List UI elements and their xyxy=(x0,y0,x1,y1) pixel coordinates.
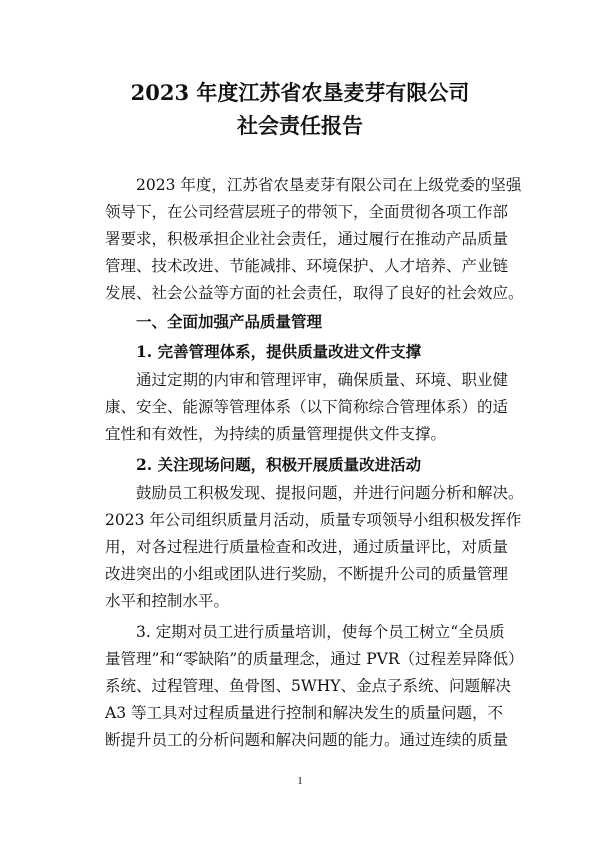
section-heading: 一、全面加强产品质量管理 xyxy=(136,313,323,331)
item1-line: 通过定期的内审和管理评审，确保质量、环境、职业健 xyxy=(136,371,509,389)
item2-line: 改进突出的小组或团队进行奖励，不断提升公司的质量管理 xyxy=(105,565,509,583)
item2-line: 2023 年公司组织质量月活动，质量专项领导小组积极发挥作 xyxy=(105,511,522,529)
item1-line: 康、安全、能源等管理体系（以下简称综合管理体系）的适 xyxy=(105,398,509,416)
report-title-line1: 2023 年度江苏省农垦麦芽有限公司 xyxy=(130,80,470,105)
item3-line: 量管理”和“零缺陷”的质量理念，通过 PVR（过程差异降低） xyxy=(105,650,524,668)
item3-line: 断提升员工的分析问题和解决问题的能力。通过连续的质量 xyxy=(105,731,509,749)
item3-line: A3 等工具对过程质量进行控制和解决发生的质量问题，不 xyxy=(105,704,503,722)
item2-line: 鼓励员工积极发现、提报问题，并进行问题分析和解决。 xyxy=(136,484,524,502)
intro-line: 领导下，在公司经营层班子的带领下，全面贯彻各项工作部 xyxy=(105,203,509,221)
intro-line: 2023 年度，江苏省农垦麦芽有限公司在上级党委的坚强 xyxy=(136,176,522,194)
item-heading: 2. 关注现场问题，积极开展质量改进活动 xyxy=(136,455,422,474)
report-title-line2: 社会责任报告 xyxy=(237,113,363,138)
page-number: 1 xyxy=(297,775,303,787)
item2-line: 用，对各过程进行质量检查和改进，通过质量评比，对质量 xyxy=(105,538,509,556)
item-heading: 1. 完善管理体系，提供质量改进文件支撑 xyxy=(136,342,422,361)
intro-line: 发展、社会公益等方面的社会责任，取得了良好的社会效应。 xyxy=(105,284,524,302)
intro-line: 署要求，积极承担企业社会责任，通过履行在推动产品质量 xyxy=(105,230,509,248)
intro-line: 管理、技术改进、节能减排、环境保护、人才培养、产业链 xyxy=(105,257,509,275)
item1-line: 宜性和有效性，为持续的质量管理提供文件支撑。 xyxy=(105,425,447,443)
item2-line: 水平和控制水平。 xyxy=(105,592,230,610)
item3-line: 3. 定期对员工进行质量培训，使每个员工树立“全员质 xyxy=(136,623,505,641)
item3-line: 系统、过程管理、鱼骨图、5WHY、金点子系统、问题解决 xyxy=(105,677,512,695)
